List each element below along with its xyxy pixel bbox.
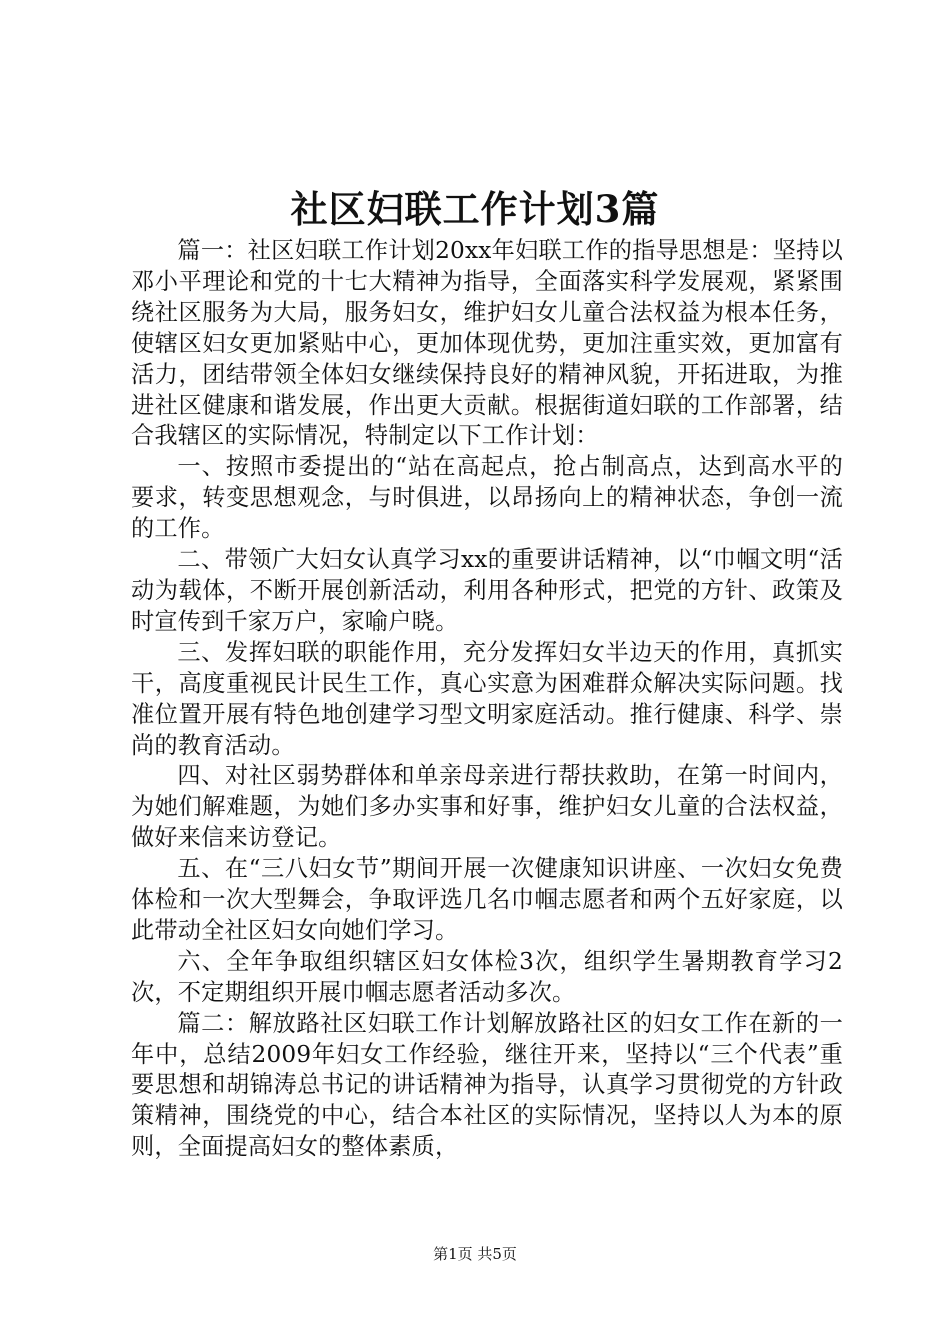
paragraph-5: 四、对社区弱势群体和单亲母亲进行帮扶救助，在第一时间内，为她们解难题，为她们多办实事和好事，维护妇女儿童的合法权益，做好来信来访登记。 — [131, 762, 843, 852]
document-body — [131, 236, 843, 1163]
paragraph-8: 篇二：解放路社区妇联工作计划解放路社区的妇女工作在新的一年中，总结2009年妇女工作经验，继往开来，坚持以“三个代表”重要思想和胡锦涛总书记的讲话精神为指导，认真学习贯彻党的方针政策精神，围绕党的中心，结合本社区的实际情况，坚持以人为本的原则，全面提高妇女的整体素质， — [131, 1009, 843, 1161]
paragraph-6: 五、在“三八妇女节”期间开展一次健康知识讲座、一次妇女免费体检和一次大型舞会，争取评选几名巾帼志愿者和两个五好家庭，以此带动全社区妇女向她们学习。 — [131, 855, 843, 944]
paragraph-1: 篇一：社区妇联工作计划20xx年妇联工作的指导思想是：坚持以邓小平理论和党的十七大精神为指导，全面落实科学发展观，紧紧围绕社区服务为大局，服务妇女，维护妇女儿童合法权益为根本任务，使辖区妇女更加紧贴中心，更加体现优势，更加注重实效，更加富有活力，团结带领全体妇女继续保持良好的精神风貌，开拓进取，为推进社区健康和谐发展，作出更大贡献。根据街道妇联的工作部署，结合我辖区的实际情况，特制定以下工作计划： — [131, 237, 843, 450]
page-number-footer: 第1页 共5页 — [433, 1245, 517, 1263]
paragraph-4: 三、发挥妇联的职能作用，充分发挥妇女半边天的作用，真抓实干，高度重视民计民生工作，真心实意为困难群众解决实际问题。找准位置开展有特色地创建学习型文明家庭活动。推行健康、科学、崇尚的教育活动。 — [131, 638, 843, 759]
document-title: 社区妇联工作计划3篇 — [290, 187, 660, 231]
paragraph-3: 二、带领广大妇女认真学习xx的重要讲话精神，以“巾帼文明“活动为载体，不断开展创新活动，利用各种形式，把党的方针、政策及时宣传到千家万户，家喻户晓。 — [131, 546, 843, 635]
paragraph-2: 一、按照市委提出的“站在高起点，抢占制高点，达到高水平的要求，转变思想观念，与时俱进，以昂扬向上的精神状态，争创一流的工作。 — [131, 453, 843, 543]
paragraph-7: 六、全年争取组织辖区妇女体检3次，组织学生暑期教育学习2次，不定期组织开展巾帼志愿者活动多次。 — [131, 947, 843, 1006]
